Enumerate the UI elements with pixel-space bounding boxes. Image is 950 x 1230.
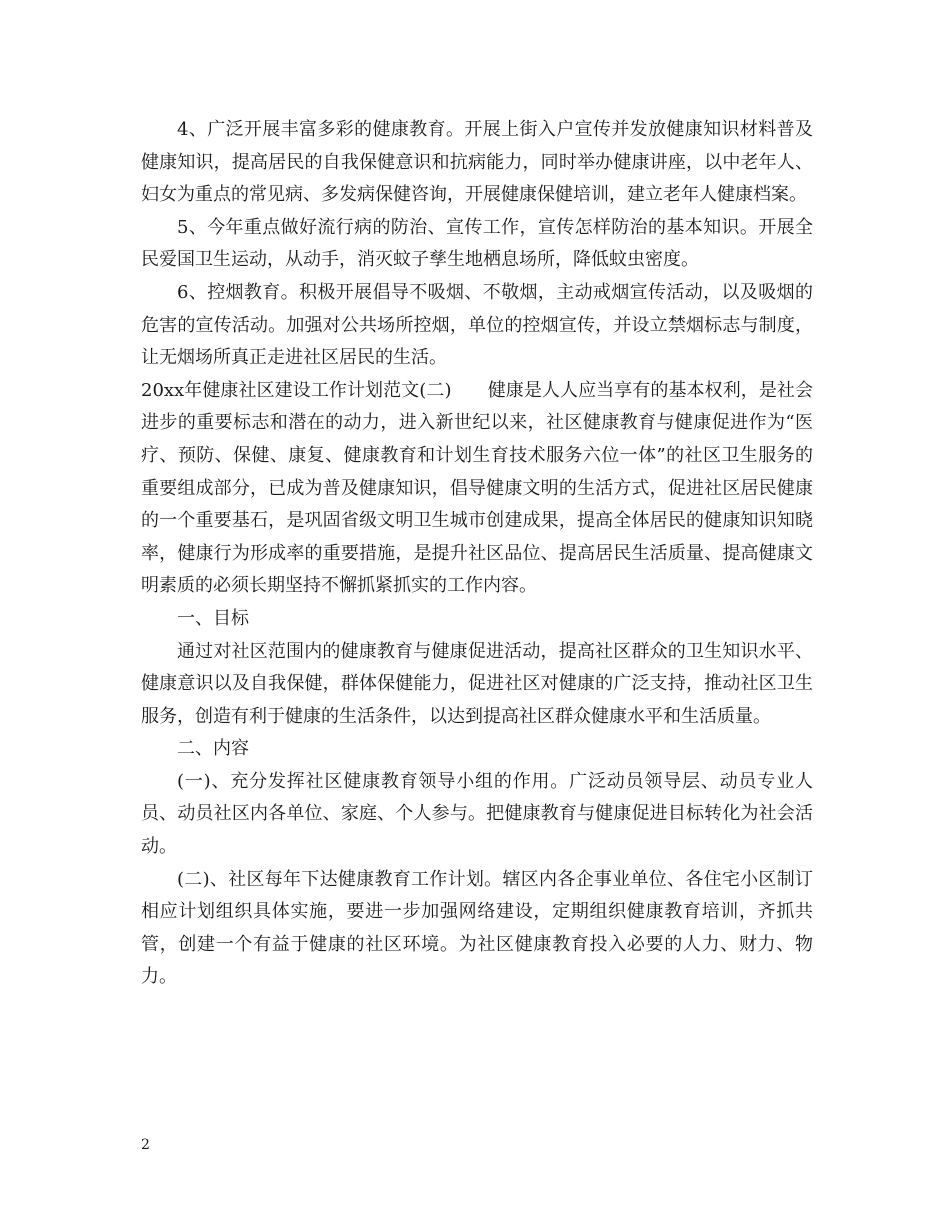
section-heading-goals: 一、目标	[177, 607, 249, 629]
paragraph-health-education: 4、广泛开展丰富多彩的健康教育。开展上街入户宣传并发放健康知识材料普及健康知识，提高居民的自我保健意识和抗病能力，同时举办健康讲座，以中老年人、妇女为重点的常见病、多发病保健咨询，开展健康保健培训，建立老年人健康档案。	[141, 119, 813, 206]
paragraph-content-item-1: (一)、充分发挥社区健康教育领导小组的作用。广泛动员领导层、动员专业人员、动员社区内各单位、家庭、个人参与。把健康教育与健康促进目标转化为社会活动。	[141, 770, 813, 858]
page-number: 2	[141, 1137, 150, 1153]
paragraph-epidemic-prevention: 5、今年重点做好流行病的防治、宣传工作，宣传怎样防治的基本知识。开展全民爱国卫生运动，从动手，消灭蚊子孳生地栖息场所，降低蚊虫密度。	[141, 216, 813, 271]
paragraph-content-item-2: (二)、社区每年下达健康教育工作计划。辖区内各企事业单位、各住宅小区制订相应计划组织具体实施，要进一步加强网络建设，定期组织健康教育培训，齐抓共管，创建一个有益于健康的社区环境。为社区健康教育投入必要的人力、财力、物力。	[141, 868, 813, 988]
document-body	[141, 114, 813, 994]
section-heading-content: 二、内容	[177, 738, 249, 760]
paragraph-tobacco-control: 6、控烟教育。积极开展倡导不吸烟、不敬烟，主动戒烟宣传活动，以及吸烟的危害的宣传活动。加强对公共场所控烟，单位的控烟宣传，并设立禁烟标志与制度，让无烟场所真正走进社区居民的生活。	[141, 281, 813, 369]
paragraph-plan-intro: 20xx年健康社区建设工作计划范文(二) 健康是人人应当享有的基本权利，是社会进步的重要标志和潜在的动力，进入新世纪以来，社区健康教育与健康促进作为“医疗、预防、保健、康复、健康教育和计划生育技术服务六位一体”的社区卫生服务的重要组成部分，已成为普及健康知识，倡导健康文明的生活方式，促进社区居民健康的一个重要基石，是巩固省级文明卫生城市创建成果，提高全体居民的健康知识知晓率，健康行为形成率的重要措施，是提升社区品位、提高居民生活质量、提高健康文明素质的必须长期坚持不懈抓紧抓实的工作内容。	[141, 379, 813, 597]
paragraph-goals: 通过对社区范围内的健康教育与健康促进活动，提高社区群众的卫生知识水平、健康意识以及自我保健，群体保健能力，促进社区对健康的广泛支持，推动社区卫生服务，创造有利于健康的生活条件，以达到提高社区群众健康水平和生活质量。	[141, 640, 813, 727]
